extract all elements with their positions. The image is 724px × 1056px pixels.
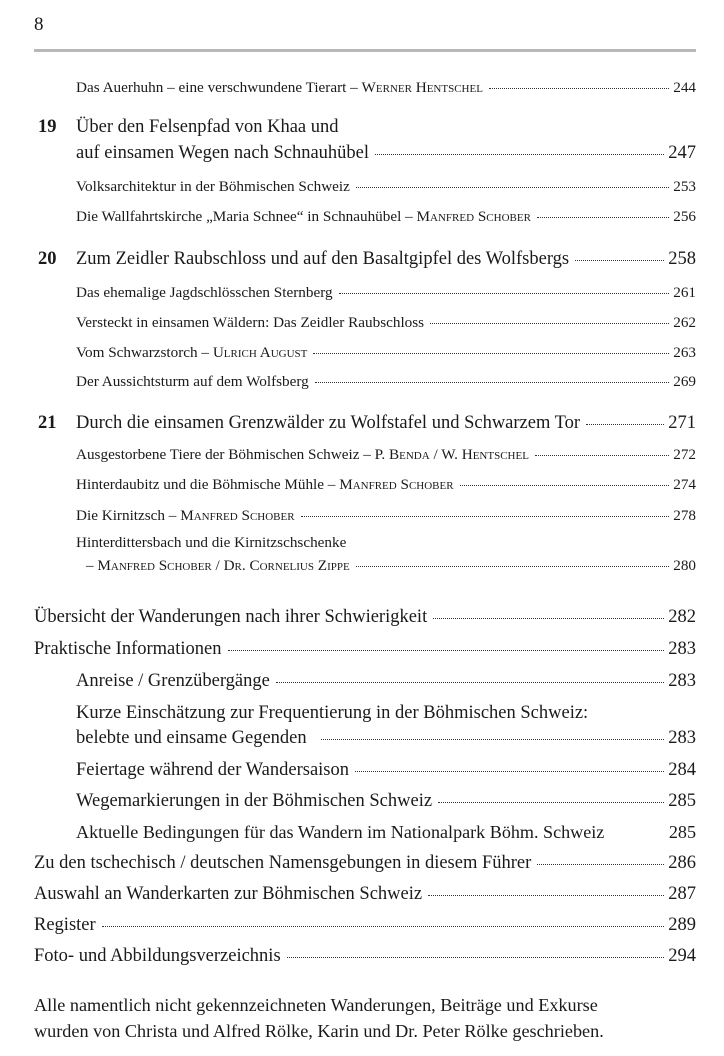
toc-entry-title: Die Kirnitzsch –: [76, 507, 181, 524]
leader-dots: [438, 802, 664, 803]
toc-entry-ausgestorbene-tiere: [76, 446, 696, 464]
chapter-number: 21: [38, 413, 57, 433]
toc-entry-author: Manfred Schober: [339, 476, 454, 493]
toc-chapter-19-line1: [38, 117, 696, 138]
toc-entry-dash: –: [86, 557, 98, 574]
leader-dots: [375, 154, 664, 155]
chapter-number: 20: [38, 249, 57, 269]
toc-chapter-20: [38, 249, 696, 270]
toc-entry-hinterdaubitz: [76, 476, 696, 494]
toc-entry-hinterdittersbach-line1: Hinterdittersbach und die Kirnitzschschenke: [76, 534, 347, 551]
toc-entry-title: Wegemarkierungen in der Böhmischen Schweiz: [76, 791, 433, 811]
toc-entry-author: Manfred Schober: [180, 507, 295, 524]
toc-entry-hinterdittersbach: [86, 557, 696, 575]
toc-page-number: 287: [668, 884, 696, 904]
toc-entry-namensgebungen: [34, 853, 696, 874]
leader-dots: [537, 217, 669, 218]
toc-entry-aktuelle-bedingungen: [76, 822, 696, 843]
leader-dots: [287, 957, 665, 958]
toc-page-number: 280: [673, 557, 696, 574]
leader-dots: [575, 260, 664, 261]
toc-entry-title: Zu den tschechisch / deutschen Namensgebungen in diesem Führer: [34, 853, 532, 873]
leader-dots: [228, 650, 665, 651]
toc-entry-kirnitzsch: [76, 507, 696, 525]
leader-dots: [276, 682, 664, 683]
leader-dots: [489, 88, 669, 89]
toc-entry-title: Register: [34, 915, 96, 935]
authorship-note-line: Alle namentlich nicht gekennzeichneten Wanderungen, Beiträge und Exkurse: [34, 995, 598, 1015]
toc-page-number: 285: [668, 791, 696, 811]
toc-page-number: 269: [673, 373, 696, 390]
header-rule: [34, 49, 696, 52]
toc-page-number: 271: [668, 413, 696, 433]
leader-dots: [428, 895, 664, 896]
toc-chapter-title: Über den Felsenpfad von Khaa und: [76, 117, 339, 137]
toc-chapter-19: [76, 143, 696, 164]
leader-dots: [586, 424, 664, 425]
leader-dots: [339, 293, 670, 294]
toc-entry-title: Versteckt in einsamen Wäldern: Das Zeidler Raubschloss: [76, 314, 425, 331]
toc-entry-abbildungsverzeichnis: [34, 946, 696, 967]
toc-entry-title: Die Wallfahrtskirche „Maria Schnee“ in Schnauhübel –: [76, 208, 417, 225]
toc-chapter-title-cont: auf einsamen Wegen nach Schnauhübel: [76, 143, 370, 163]
leader-dots: [537, 864, 664, 865]
toc-entry-anreise: [76, 671, 696, 692]
toc-entry-wanderkarten: [34, 884, 696, 905]
leader-dots: [460, 485, 670, 486]
toc-page-number: 247: [668, 143, 696, 163]
toc-page-number: 285: [668, 822, 696, 842]
toc-page-number: 272: [673, 446, 696, 463]
toc-entry-author: Manfred Schober: [416, 208, 531, 225]
toc-entry-author: Manfred Schober / Dr. Cornelius Zippe: [97, 557, 350, 574]
toc-entry-title-cont: belebte und einsame Gegenden: [76, 728, 307, 748]
toc-entry-schwarzstorch: [76, 344, 696, 362]
toc-page-number: 294: [668, 946, 696, 966]
toc-entry-title: Übersicht der Wanderungen nach ihrer Schwierigkeit: [34, 607, 428, 627]
toc-entry-sternberg: [76, 284, 696, 302]
leader-dots: [321, 739, 665, 740]
toc-page-number: 289: [668, 915, 696, 935]
toc-entry-title: Praktische Informationen: [34, 639, 222, 659]
leader-dots: [355, 771, 664, 772]
leader-dots: [313, 353, 669, 354]
toc-entry-auerhuhn: [76, 79, 696, 97]
toc-entry-title: Foto- und Abbildungsverzeichnis: [34, 946, 281, 966]
toc-entry-title: Feiertage während der Wandersaison: [76, 760, 349, 780]
toc-chapter-21: [38, 413, 696, 434]
toc-entry-wallfahrtskirche: [76, 208, 696, 226]
leader-dots: [430, 323, 669, 324]
toc-entry-wegemarkierungen: [76, 791, 696, 812]
toc-entry-author: Ulrich August: [212, 344, 308, 361]
toc-entry-title: Vom Schwarzstorch –: [76, 344, 213, 361]
leader-dots: [535, 455, 669, 456]
toc-chapter-title: Zum Zeidler Raubschloss und auf den Basaltgipfel des Wolfsbergs: [76, 249, 570, 269]
toc-page-number: 283: [668, 639, 696, 659]
toc-entry-frequentierung-line1: Kurze Einschätzung zur Frequentierung in der Böhmischen Schweiz:: [76, 703, 589, 723]
toc-page-number: 286: [668, 853, 696, 873]
toc-page-number: 274: [673, 476, 696, 493]
page-number: 8: [34, 14, 44, 35]
toc-page-number: 244: [673, 79, 696, 96]
leader-dots: [301, 516, 670, 517]
toc-page-number: 258: [668, 249, 696, 269]
toc-entry-title: Der Aussichtsturm auf dem Wolfsberg: [76, 373, 309, 390]
toc-entry-praktische-informationen: [34, 639, 696, 660]
toc-page-number: 284: [668, 760, 696, 780]
toc-chapter-title: Durch die einsamen Grenzwälder zu Wolfstafel und Schwarzem Tor: [76, 413, 581, 433]
leader-dots: [315, 382, 669, 383]
toc-page-number: 283: [668, 671, 696, 691]
leader-dots: [356, 187, 669, 188]
toc-page-number: 263: [673, 344, 696, 361]
toc-page-number: 283: [668, 728, 696, 748]
toc-entry-title: Ausgestorbene Tiere der Böhmischen Schweiz –: [76, 446, 375, 463]
toc-entry-frequentierung: [76, 728, 696, 749]
toc-entry-author: P. Benda / W. Hentschel: [374, 446, 529, 463]
toc-entry-register: [34, 915, 696, 936]
chapter-number: 19: [38, 117, 57, 137]
toc-page-number: 278: [673, 507, 696, 524]
toc-entry-title: Aktuelle Bedingungen für das Wandern im Nationalpark Böhm. Schweiz: [76, 822, 605, 842]
toc-entry-title: Das ehemalige Jagdschlösschen Sternberg: [76, 284, 333, 301]
toc-entry-title: Hinterdaubitz und die Böhmische Mühle –: [76, 476, 340, 493]
toc-entry-aussichtsturm: [76, 373, 696, 391]
toc-entry-title: Das Auerhuhn – eine verschwundene Tierart –: [76, 79, 362, 96]
toc-entry-uebersicht: [34, 607, 696, 628]
leader-dots: [102, 926, 665, 927]
authorship-note-line: wurden von Christa und Alfred Rölke, Karin und Dr. Peter Rölke geschrieben.: [34, 1021, 604, 1041]
toc-entry-raubschloss: [76, 314, 696, 332]
toc-page-number: 261: [673, 284, 696, 301]
toc-entry-volksarchitektur: [76, 178, 696, 196]
toc-entry-title: Anreise / Grenzübergänge: [76, 671, 270, 691]
toc-entry-title: Volksarchitektur in der Böhmischen Schweiz: [76, 178, 350, 195]
toc-page-number: 256: [673, 208, 696, 225]
toc-page-number: 282: [668, 607, 696, 627]
leader-dots: [433, 618, 664, 619]
authorship-note: [34, 992, 696, 1044]
toc-entry-title: Auswahl an Wanderkarten zur Böhmischen Schweiz: [34, 884, 423, 904]
toc-entry-author: Werner Hentschel: [361, 79, 483, 96]
toc-page-number: 253: [673, 178, 696, 195]
toc-entry-feiertage: [76, 760, 696, 781]
toc-page-number: 262: [673, 314, 696, 331]
leader-dots: [356, 566, 670, 567]
